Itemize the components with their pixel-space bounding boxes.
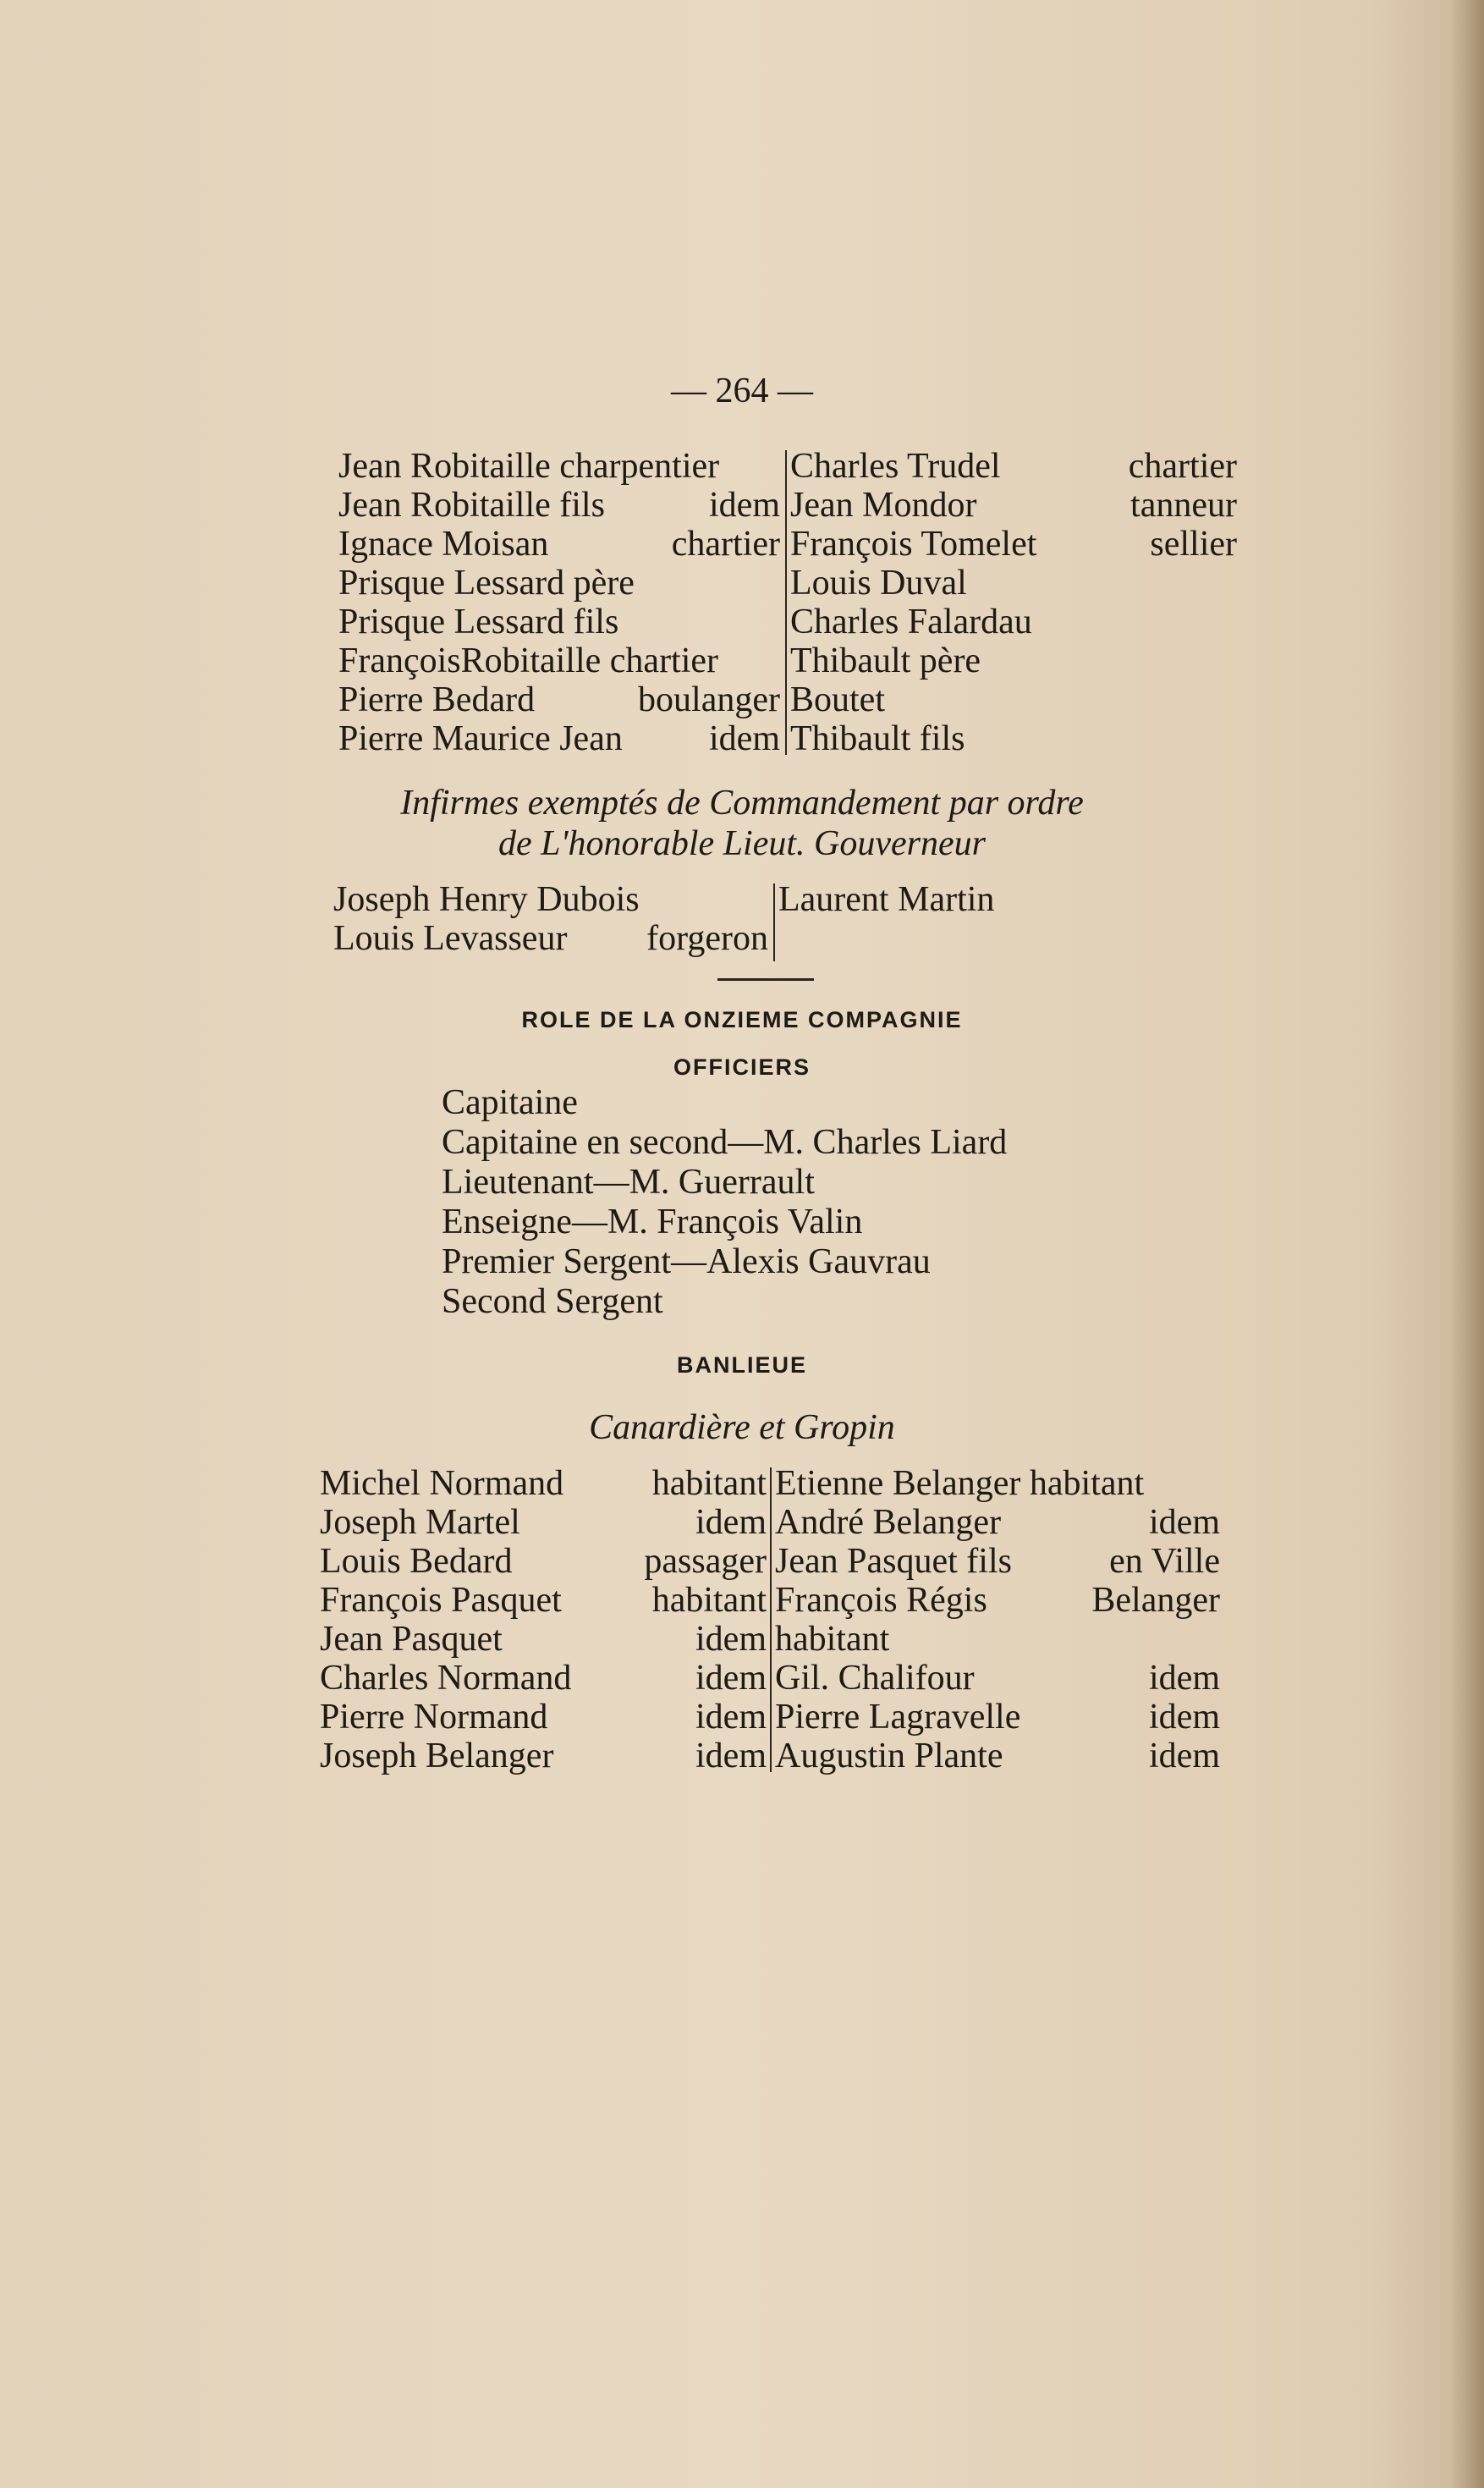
roster-row [790,719,1237,758]
column-divider [770,1467,772,1772]
person-trade: idem [1149,1698,1220,1737]
roster-row [790,564,1237,603]
column-divider [773,883,775,961]
roster-row [338,680,780,719]
roster-row [338,641,780,680]
person-name: Michel Normand [320,1464,564,1503]
roster-row [338,719,780,758]
roster-row [338,447,780,486]
roster-row [320,1542,767,1581]
person-name: Prisque Lessard fils [338,603,619,641]
officer-line: Capitaine [442,1083,578,1122]
person-name: Louis Levasseur [333,919,568,958]
roster-row [333,919,768,958]
person-trade: Belanger [1091,1581,1220,1620]
page-number: — 264 — [671,372,813,410]
person-trade: idem [695,1659,767,1698]
person-name: Jean Pasquet [320,1620,503,1659]
person-trade: idem [1149,1503,1220,1542]
officer-line: Enseigne—M. François Valin [442,1203,863,1241]
person-trade: tanneur [1130,486,1237,525]
roster-row [320,1464,767,1503]
person-name: Joseph Henry Dubois [333,880,640,919]
roster-row [775,1659,1220,1698]
officer-line: Premier Sergent—Alexis Gauvrau [442,1242,931,1281]
infirmes-heading-line-1: Infirmes exemptés de Commandement par ordre [400,784,1084,823]
person-trade: idem [1149,1737,1220,1775]
roster-row [320,1581,767,1620]
person-name: Prisque Lessard père [338,564,635,603]
person-trade: idem [709,719,780,758]
roster-row [790,603,1237,641]
roster-row [775,1542,1220,1581]
person-name: Laurent Martin [778,880,995,919]
person-trade: idem [695,1503,767,1542]
person-trade: chartier [671,525,780,564]
roster-row [790,641,1237,680]
person-name: François Régis [775,1581,987,1620]
person-trade: boulanger [638,680,780,719]
roster-row [775,1464,1220,1503]
person-name: Jean Mondor [790,486,977,525]
person-name: Joseph Martel [320,1503,520,1542]
person-name: Pierre Normand [320,1698,548,1737]
roster-row [778,880,1078,919]
roster-row [775,1620,1220,1659]
person-trade: habitant [651,1464,767,1503]
person-trade: idem [695,1620,767,1659]
roster-row [320,1737,767,1775]
roster-row [790,486,1237,525]
person-trade: idem [695,1737,767,1775]
roster-row [338,525,780,564]
person-trade: idem [1149,1659,1220,1698]
roster-row [790,525,1237,564]
person-name: Charles Trudel [790,447,1001,486]
person-trade: idem [695,1698,767,1737]
person-name: Joseph Belanger [320,1737,554,1775]
person-name: Pierre Lagravelle [775,1698,1021,1737]
person-name: Pierre Maurice Jean [338,719,623,758]
person-name: Pierre Bedard [338,680,536,719]
person-name: Thibault fils [790,719,965,758]
person-name: Ignace Moisan [338,525,549,564]
roster-row [790,680,1237,719]
roster-row [338,564,780,603]
roster-row [775,1581,1220,1620]
person-name: Etienne Belanger habitant [775,1464,1145,1503]
infirmes-right-column [778,880,1078,919]
banlieue-title: BANLIEUE [676,1352,807,1378]
roster-row [320,1698,767,1737]
roster-table-1-left-column [338,447,780,758]
roster-row [320,1503,767,1542]
person-name: Jean Robitaille charpentier [338,447,720,486]
banlieue-left-column [320,1464,767,1775]
roster-row [338,486,780,525]
roster-row [790,447,1237,486]
banlieue-right-column [775,1464,1220,1775]
section-divider-rule [717,978,814,981]
company-title: ROLE DE LA ONZIEME COMPAGNIE [521,1007,963,1032]
person-trade: en Ville [1109,1542,1220,1581]
roster-row [775,1737,1220,1775]
officers-title: OFFICIERS [673,1054,811,1080]
roster-row [338,603,780,641]
roster-row [775,1698,1220,1737]
infirmes-left-column [333,880,768,958]
roster-table-1-right-column [790,447,1237,758]
banlieue-table [320,1464,1220,1775]
person-trade: sellier [1150,525,1237,564]
person-name: Gil. Chalifour [775,1659,975,1698]
person-name: André Belanger [775,1503,1002,1542]
locality-title: Canardière et Gropin [589,1408,895,1447]
person-name: Charles Falardau [790,603,1032,641]
roster-row [320,1659,767,1698]
person-trade: forgeron [646,919,768,958]
person-name: Boutet [790,680,885,719]
person-name: Thibault père [790,641,981,680]
officer-line: Lieutenant—M. Guerrault [442,1163,815,1202]
roster-row [333,880,768,919]
person-name: François Tomelet [790,525,1037,564]
roster-row [775,1503,1220,1542]
person-trade: chartier [1128,447,1237,486]
person-name: Louis Duval [790,564,967,603]
person-name: FrançoisRobitaille chartier [338,641,719,680]
person-name: Jean Pasquet fils [775,1542,1012,1581]
person-trade: passager [644,1542,767,1581]
person-name: Charles Normand [320,1659,572,1698]
column-divider [785,450,787,755]
officers-list [442,1083,1007,1322]
person-name: Jean Robitaille fils [338,486,605,525]
person-name: François Pasquet [320,1581,562,1620]
person-name: Augustin Plante [775,1737,1003,1775]
roster-row [320,1620,767,1659]
officer-line: Second Sergent [442,1282,663,1321]
officer-line: Capitaine en second—M. Charles Liard [442,1123,1008,1162]
infirmes-heading-line-2: de L'honorable Lieut. Gouverneur [498,824,986,863]
person-trade: idem [709,486,780,525]
roster-table-1 [338,447,1237,758]
person-name: Louis Bedard [320,1542,513,1581]
infirmes-table [333,880,1078,958]
person-trade: habitant [651,1581,767,1620]
person-name: habitant [775,1620,890,1659]
